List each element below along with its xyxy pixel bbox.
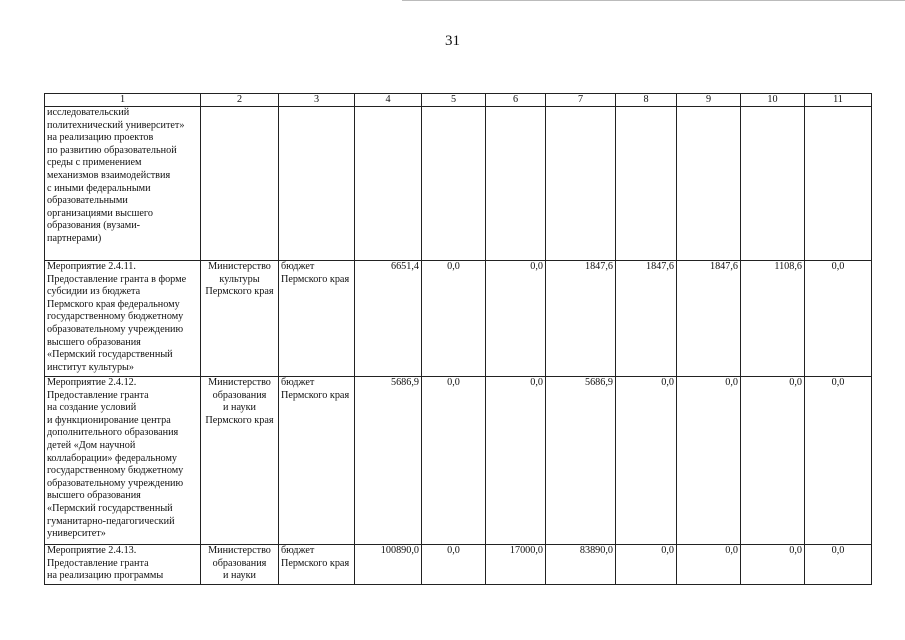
cell-value-11: 0,0 (805, 545, 872, 585)
cell-value-5 (422, 107, 486, 261)
cell-executor: Министерство образования и науки Пермского края (201, 377, 279, 545)
budget-table (44, 93, 872, 585)
col-header-7: 7 (546, 94, 616, 107)
cell-value-6: 0,0 (486, 261, 546, 377)
col-header-1: 1 (45, 94, 201, 107)
col-header-6: 6 (486, 94, 546, 107)
top-border-line (402, 0, 905, 1)
cell-value-11: 0,0 (805, 377, 872, 545)
table-row (45, 107, 872, 261)
cell-executor (201, 107, 279, 261)
table-row (45, 261, 872, 377)
cell-value-9: 0,0 (677, 377, 741, 545)
cell-value-8: 0,0 (616, 545, 677, 585)
cell-value-10 (741, 107, 805, 261)
page-number: 31 (445, 33, 460, 49)
cell-value-7: 83890,0 (546, 545, 616, 585)
cell-name: Мероприятие 2.4.13. Предоставление гранта на реализацию программы (45, 545, 201, 585)
cell-name: исследовательский политехнический университет» на реализацию проектов по развитию образовательной среды с применением механизмов взаимодействия с иными федеральными образовательными организациями высшего образования (вузами- партнерами) (45, 107, 201, 261)
cell-value-4: 100890,0 (355, 545, 422, 585)
col-header-8: 8 (616, 94, 677, 107)
col-header-3: 3 (279, 94, 355, 107)
cell-value-5: 0,0 (422, 377, 486, 545)
cell-value-5: 0,0 (422, 545, 486, 585)
cell-value-8: 1847,6 (616, 261, 677, 377)
cell-value-11 (805, 107, 872, 261)
cell-value-10: 0,0 (741, 545, 805, 585)
cell-value-10: 0,0 (741, 377, 805, 545)
cell-value-9: 0,0 (677, 545, 741, 585)
cell-value-9 (677, 107, 741, 261)
col-header-5: 5 (422, 94, 486, 107)
cell-value-8 (616, 107, 677, 261)
cell-source (279, 107, 355, 261)
cell-value-6 (486, 107, 546, 261)
table-row (45, 545, 872, 585)
cell-name: Мероприятие 2.4.11. Предоставление гранта в форме субсидии из бюджета Пермского края федеральному государственному бюджетному образовательному учреждению высшего образования «Пермский государственный институт культуры» (45, 261, 201, 377)
cell-value-5: 0,0 (422, 261, 486, 377)
cell-value-8: 0,0 (616, 377, 677, 545)
cell-value-4: 6651,4 (355, 261, 422, 377)
cell-value-4: 5686,9 (355, 377, 422, 545)
cell-value-7: 1847,6 (546, 261, 616, 377)
cell-value-9: 1847,6 (677, 261, 741, 377)
cell-value-6: 17000,0 (486, 545, 546, 585)
cell-name: Мероприятие 2.4.12. Предоставление гранта на создание условий и функционирование центра дополнительного образования детей «Дом научной коллаборации» федеральному государственному бюджетному образовательному учреждению высшего образования «Пермский государственный гуманитарно-педагогический университет» (45, 377, 201, 545)
cell-value-4 (355, 107, 422, 261)
cell-source: бюджет Пермского края (279, 377, 355, 545)
cell-value-7 (546, 107, 616, 261)
cell-value-10: 1108,6 (741, 261, 805, 377)
col-header-9: 9 (677, 94, 741, 107)
cell-source: бюджет Пермского края (279, 545, 355, 585)
col-header-2: 2 (201, 94, 279, 107)
col-header-4: 4 (355, 94, 422, 107)
cell-executor: Министерство культуры Пермского края (201, 261, 279, 377)
cell-value-11: 0,0 (805, 261, 872, 377)
cell-source: бюджет Пермского края (279, 261, 355, 377)
col-header-11: 11 (805, 94, 872, 107)
header-row (45, 94, 872, 107)
cell-value-6: 0,0 (486, 377, 546, 545)
table-row (45, 377, 872, 545)
cell-executor: Министерство образования и науки (201, 545, 279, 585)
cell-value-7: 5686,9 (546, 377, 616, 545)
col-header-10: 10 (741, 94, 805, 107)
